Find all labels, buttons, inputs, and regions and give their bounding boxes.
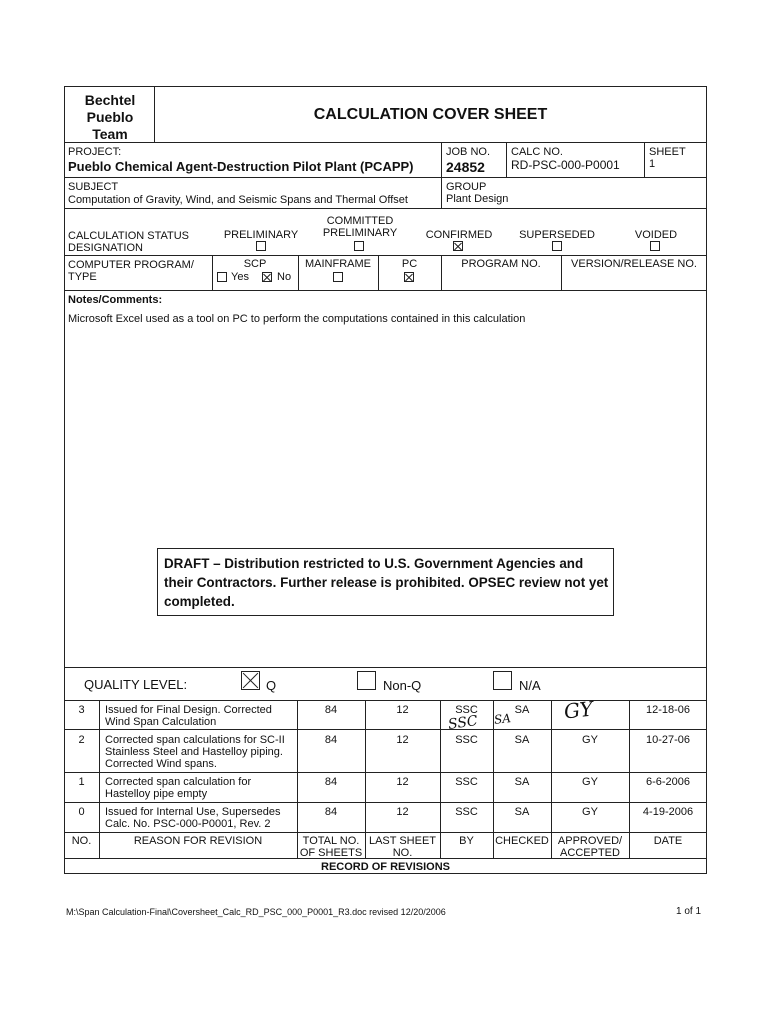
job-no-value: 24852 [446,159,485,175]
col-header-reason: REASON FOR REVISION [133,835,263,847]
org-name: Bechtel Pueblo Team [84,92,136,142]
divider [64,700,707,701]
version-label: VERSION/RELEASE NO. [571,258,697,270]
rev-reason: Corrected span calculations for SC-II Stainless Steel and Hastelloy piping. Corrected Wind spans. [105,734,285,770]
rev-last: 12 [396,734,409,746]
sheet-value: 1 [649,158,656,170]
mainframe-checkbox[interactable] [333,272,343,282]
divider [64,772,707,773]
calc-no-label: CALC NO. [511,146,563,158]
status-label: CALCULATION STATUS DESIGNATION [68,230,190,254]
rev-approved: GY [582,776,598,788]
rev-last: 12 [396,776,409,788]
col-header-last: LAST SHEET NO. [368,835,437,859]
voided-checkbox[interactable] [650,241,660,251]
subject-value: Computation of Gravity, Wind, and Seismic Spans and Thermal Offset [68,194,408,206]
rev-by: SSC [455,734,478,746]
quality-na-checkbox[interactable] [493,671,512,690]
quality-label: QUALITY LEVEL: [84,677,188,692]
col-header-by: BY [459,835,474,847]
divider [64,177,707,178]
rev-reason: Corrected span calculation for Hastelloy pipe empty [105,776,252,800]
pc-checkbox[interactable] [404,272,414,282]
divider [64,802,707,803]
rev-no: 1 [78,776,85,788]
col-header-checked: CHECKED [495,835,549,847]
rev-reason: Issued for Final Design. Corrected Wind Span Calculation [105,704,272,728]
rev-reason: Issued for Internal Use, Supersedes Calc. No. PSC-000-P0001, Rev. 2 [105,806,281,830]
notes-label: Notes/Comments: [68,294,163,306]
project-value: Pueblo Chemical Agent-Destruction Pilot Plant (PCAPP) [68,159,414,174]
divider [64,255,707,256]
rev-checked: SA [514,734,530,746]
status-option-label: CONFIRMED [425,229,493,241]
rev-date: 6-6-2006 [645,776,691,788]
rev-last: 12 [396,806,409,818]
page-title: CALCULATION COVER SHEET [313,106,548,123]
divider [64,142,707,143]
rev-checked: SA [514,776,530,788]
scp-yes-checkbox[interactable] [217,272,227,282]
col-header-total: TOTAL NO. OF SHEETS [299,835,363,859]
job-no-label: JOB NO. [446,146,491,158]
project-label: PROJECT: [68,146,122,158]
rev-total: 84 [324,704,338,716]
committed-preliminary-checkbox[interactable] [354,241,364,251]
scp-yes-label: Yes [231,271,249,283]
pc-label: PC [401,258,418,270]
divider [64,290,707,291]
confirmed-checkbox[interactable] [453,241,463,251]
quality-nonq-checkbox[interactable] [357,671,376,690]
col-header-approved: APPROVED/ ACCEPTED [557,835,623,859]
divider [64,729,707,730]
divider [644,142,645,177]
col-header-no: NO. [71,835,92,847]
footer-path: M:\Span Calculation-Final\Coversheet_Calc_RD_PSC_000_P0001_R3.doc revised 12/20/2006 [66,907,446,917]
signature-by: SSC [447,713,479,733]
scp-no-checkbox[interactable] [262,272,272,282]
rev-approved: GY [582,734,598,746]
divider [64,858,707,859]
quality-na-label: N/A [519,678,541,693]
rev-checked: SA [514,704,530,716]
rev-approved: GY [582,806,598,818]
divider [64,832,707,833]
status-option-label: COMMITTED PRELIMINARY [322,215,398,239]
status-option-label: SUPERSEDED [519,229,595,241]
rev-by: SSC [455,776,478,788]
rev-total: 84 [324,776,338,788]
status-option-label: VOIDED [634,229,678,241]
superseded-checkbox[interactable] [552,241,562,251]
scp-no-label: No [277,271,292,283]
status-option-label: PRELIMINARY [223,229,299,241]
divider [64,667,707,668]
divider [64,208,707,209]
rev-total: 84 [324,806,338,818]
preliminary-checkbox[interactable] [256,241,266,251]
group-value: Plant Design [446,193,509,205]
divider [506,142,507,177]
scp-label: SCP [243,258,267,270]
sheet-label: SHEET [649,146,686,158]
rev-no: 2 [78,734,85,746]
rev-date: 4-19-2006 [642,806,694,818]
quality-q-label: Q [266,678,277,693]
col-header-date: DATE [653,835,683,847]
quality-q-checkbox[interactable] [241,671,260,690]
subject-label: SUBJECT [68,181,119,193]
rev-no: 3 [78,704,85,716]
signature-checked: SA [493,711,512,727]
footer-page: 1 of 1 [676,906,702,917]
rev-last: 12 [396,704,409,716]
record-of-revisions-caption: RECORD OF REVISIONS [321,861,450,873]
rev-date: 10-27-06 [645,734,691,746]
mainframe-label: MAINFRAME [305,258,371,270]
rev-checked: SA [514,806,530,818]
divider [441,142,442,208]
draft-notice: DRAFT – Distribution restricted to U.S. Government Agencies and their Contractors. Further release is prohibited. OPSEC review not yet completed. [164,556,609,609]
program-label: COMPUTER PROGRAM/ TYPE [68,259,194,283]
rev-date: 12-18-06 [645,704,691,716]
rev-by: SSC [455,806,478,818]
signature-approved: GY [562,696,595,724]
program-no-label: PROGRAM NO. [461,258,541,270]
rev-no: 0 [78,806,85,818]
quality-nonq-label: Non-Q [383,678,422,693]
calc-no-value: RD-PSC-000-P0001 [511,158,620,172]
rev-by: SSC [455,704,478,716]
notes-text: Microsoft Excel used as a tool on PC to perform the computations contained in this calculation [68,313,526,325]
rev-total: 84 [324,734,338,746]
group-label: GROUP [446,181,487,193]
